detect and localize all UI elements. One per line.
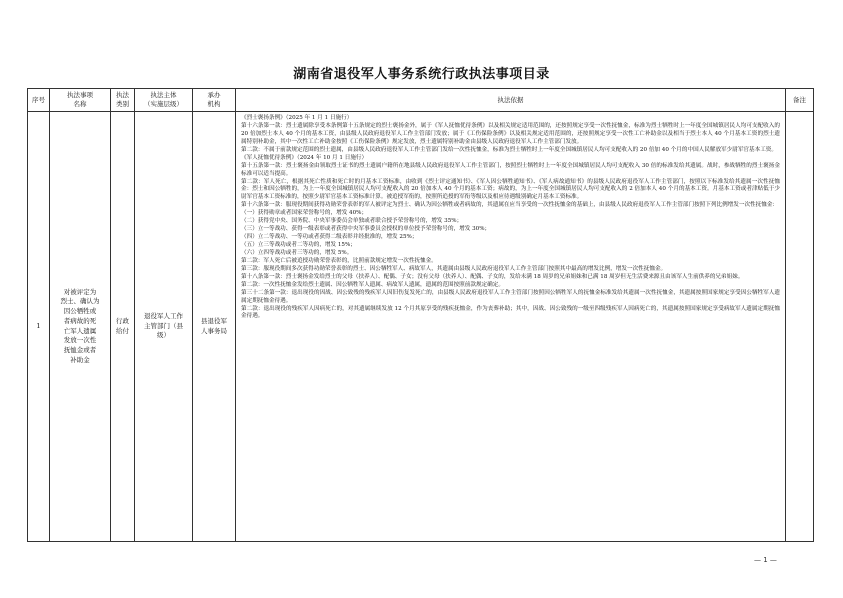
basis-paragraph: 第三十二条第一款：退出现役的因战、因公致残的残疾军人因旧伤复发死亡的，由县级人民政府退役军人工作主管部门按照因公牺牲军人的抚恤金标准发给其遗属一次性抚恤金，其遗属按照国家规定享受因公牺牲军人遗属定期抚恤金待遇。 bbox=[241, 289, 780, 304]
cell-subject: 退役军人工作 主管部门（县 级） bbox=[135, 112, 193, 542]
basis-paragraph: 第二款：不属于前款规定范围的烈士遗属，由县级人民政府退役军人工作主管部门发给一次性抚恤金，标准为烈士牺牲时上一年度全国城镇居民人均可支配收入的 20 倍加 40 个月的中国人民解放军少尉军官基本工资。 bbox=[241, 146, 777, 153]
cell-remark bbox=[786, 112, 814, 542]
basis-paragraph: （五）立三等战功或者二等功的，增发 15%； bbox=[241, 242, 356, 248]
header-subject: 执法主体 （实施层级） bbox=[135, 89, 193, 112]
basis-paragraph: （三）立一等战功、获得一级表彰或者获得中央军事委员会授权的单位授予荣誉称号的，增发 30%； bbox=[241, 226, 491, 233]
basis-paragraph: 第十八条第一款：烈士褒扬金发给烈士的父母（扶养人）、配偶、子女；没有父母（扶养人）、配偶、子女的，发给未满 18 周岁的兄弟姐妹和已满 18 周岁但无生活费来源且由该军人生前供养的兄弟姐妹。 bbox=[241, 273, 744, 280]
basis-paragraph: 《军人抚恤优待条例》（2024 年 10 月 1 日施行） bbox=[241, 154, 368, 161]
basis-paragraph: 第二款：军人死亡，根据其死亡性质和死亡时的月基本工资标准，由收到《烈士评定通知书》、《军人因公牺牲通知书》、《军人病故通知书》的县级人民政府退役军人工作主管部门，按照以下标准发给其遗属一次性抚恤金：烈士和因公牺牲的，为上一年度全国城镇居民人均可支配收入的 20 倍加本人 40 个月的基本工资；病故的，为上一年度全国城镇居民人均可支配收入的 2 倍加本人 40 个月的基本工资。月基本工资或者津贴低于少尉军官基本工资标准的，按照少尉军官基本工资标准计算。被追授军衔的，按照所追授的军衔等级以及相应待遇级别确定月基本工资标准。 bbox=[241, 178, 780, 201]
basis-paragraph: （四）立二等战功、一等功或者获得二级表彰并经批准的，增发 25%； bbox=[241, 234, 418, 241]
basis-paragraph: （六）立四等战功或者三等功的，增发 5%。 bbox=[241, 249, 353, 256]
table-header-row bbox=[28, 89, 814, 112]
basis-paragraph: 第十五条第一款：烈士褒扬金由领取烈士证书的烈士遗属户籍所在地县级人民政府退役军人工作主管部门，按照烈士牺牲时上一年度全国城镇居民人均可支配收入 30 倍的标准发给其遗属。战时，参战牺牲的烈士褒扬金标准可以适当提高。 bbox=[241, 162, 780, 177]
basis-paragraph: 第十六条第一款：烈士遗属除享受本条例第十五条规定的烈士褒扬金外，属于《军人抚恤优待条例》以及相关规定适用范围的，还按照规定享受一次性抚恤金，标准为烈士牺牲时上一年度全国城镇居民人均可支配收入的 20 倍加烈士本人 40 个月的基本工资，由县级人民政府退役军人工作主管部门发放；属于《工伤保险条例》以及相关规定适用范围的，还按照规定享受一次性工亡补助金以及相当于烈士本人 40 个月基本工资的烈士遗属特别补助金，其中一次性工亡补助金按照《工伤保险条例》规定发放，烈士遗属特别补助金由县级人民政府退役军人工作主管部门发放。 bbox=[241, 122, 780, 145]
cell-no: 1 bbox=[28, 112, 50, 542]
basis-paragraph: 第二款：退出现役的残疾军人因病死亡的，对其遗属继续发放 12 个月其原享受的残疾抚恤金，作为丧葬补助；其中，因战、因公致残的一级至四级残疾军人因病死亡的，其遗属按照国家规定享受病故军人遗属定期抚恤金待遇。 bbox=[241, 305, 780, 320]
header-remark: 备注 bbox=[786, 89, 814, 112]
cell-category: 行政 给付 bbox=[111, 112, 135, 542]
cell-basis bbox=[236, 112, 786, 542]
basis-paragraph: 《烈士褒扬条例》（2025 年 1 月 1 日施行） bbox=[241, 115, 353, 121]
basis-paragraph: （一）获得勋章或者国家荣誉称号的，增发 40%； bbox=[241, 210, 368, 217]
table-row bbox=[28, 112, 814, 542]
header-category: 执法 类别 bbox=[111, 89, 135, 112]
basis-paragraph: （二）获得党中央、国务院、中央军事委员会单独或者联合授予荣誉称号的，增发 35%； bbox=[241, 218, 463, 225]
basis-paragraph: 第二款：一次性抚恤金发给烈士遗属、因公牺牲军人遗属、病故军人遗属，遗属的范围按照前款规定确定。 bbox=[241, 281, 504, 288]
page-number: — 1 — bbox=[754, 556, 777, 564]
header-item-name: 执法事项 名称 bbox=[50, 89, 111, 112]
page-title: 湖南省退役军人事务系统行政执法事项目录 bbox=[293, 67, 550, 82]
header-organ: 承办 机构 bbox=[193, 89, 236, 112]
cell-organ: 县退役军 人事务局 bbox=[193, 112, 236, 542]
header-no: 序号 bbox=[28, 89, 50, 112]
basis-paragraph: 第二款：军人死亡后被追授功勋荣誉表彰的，比照前款规定增发一次性抚恤金。 bbox=[241, 257, 437, 264]
header-basis: 执法依据 bbox=[236, 89, 786, 112]
basis-paragraph: 第十六条第一款：服现役期间获得功勋荣誉表彰的军人被评定为烈士、确认为因公牺牲或者病故的，其遗属在应当享受的一次性抚恤金的基础上，由县级人民政府退役军人工作主管部门按照下列比例增发一次性抚恤金： bbox=[241, 202, 779, 209]
cell-item-name: 对被评定为 烈士、确认为 因公牺牲或 者病故的死 亡军人遗属 发放一次性 抚恤金或者 补助金 bbox=[50, 112, 111, 542]
basis-paragraph: 第三款：服现役期间多次获得功勋荣誉表彰的烈士、因公牺牲军人、病故军人，其遗属由县级人民政府退役军人工作主管部门按照其中最高的增发比例，增发一次性抚恤金。 bbox=[241, 265, 667, 272]
enforcement-table bbox=[27, 88, 814, 542]
